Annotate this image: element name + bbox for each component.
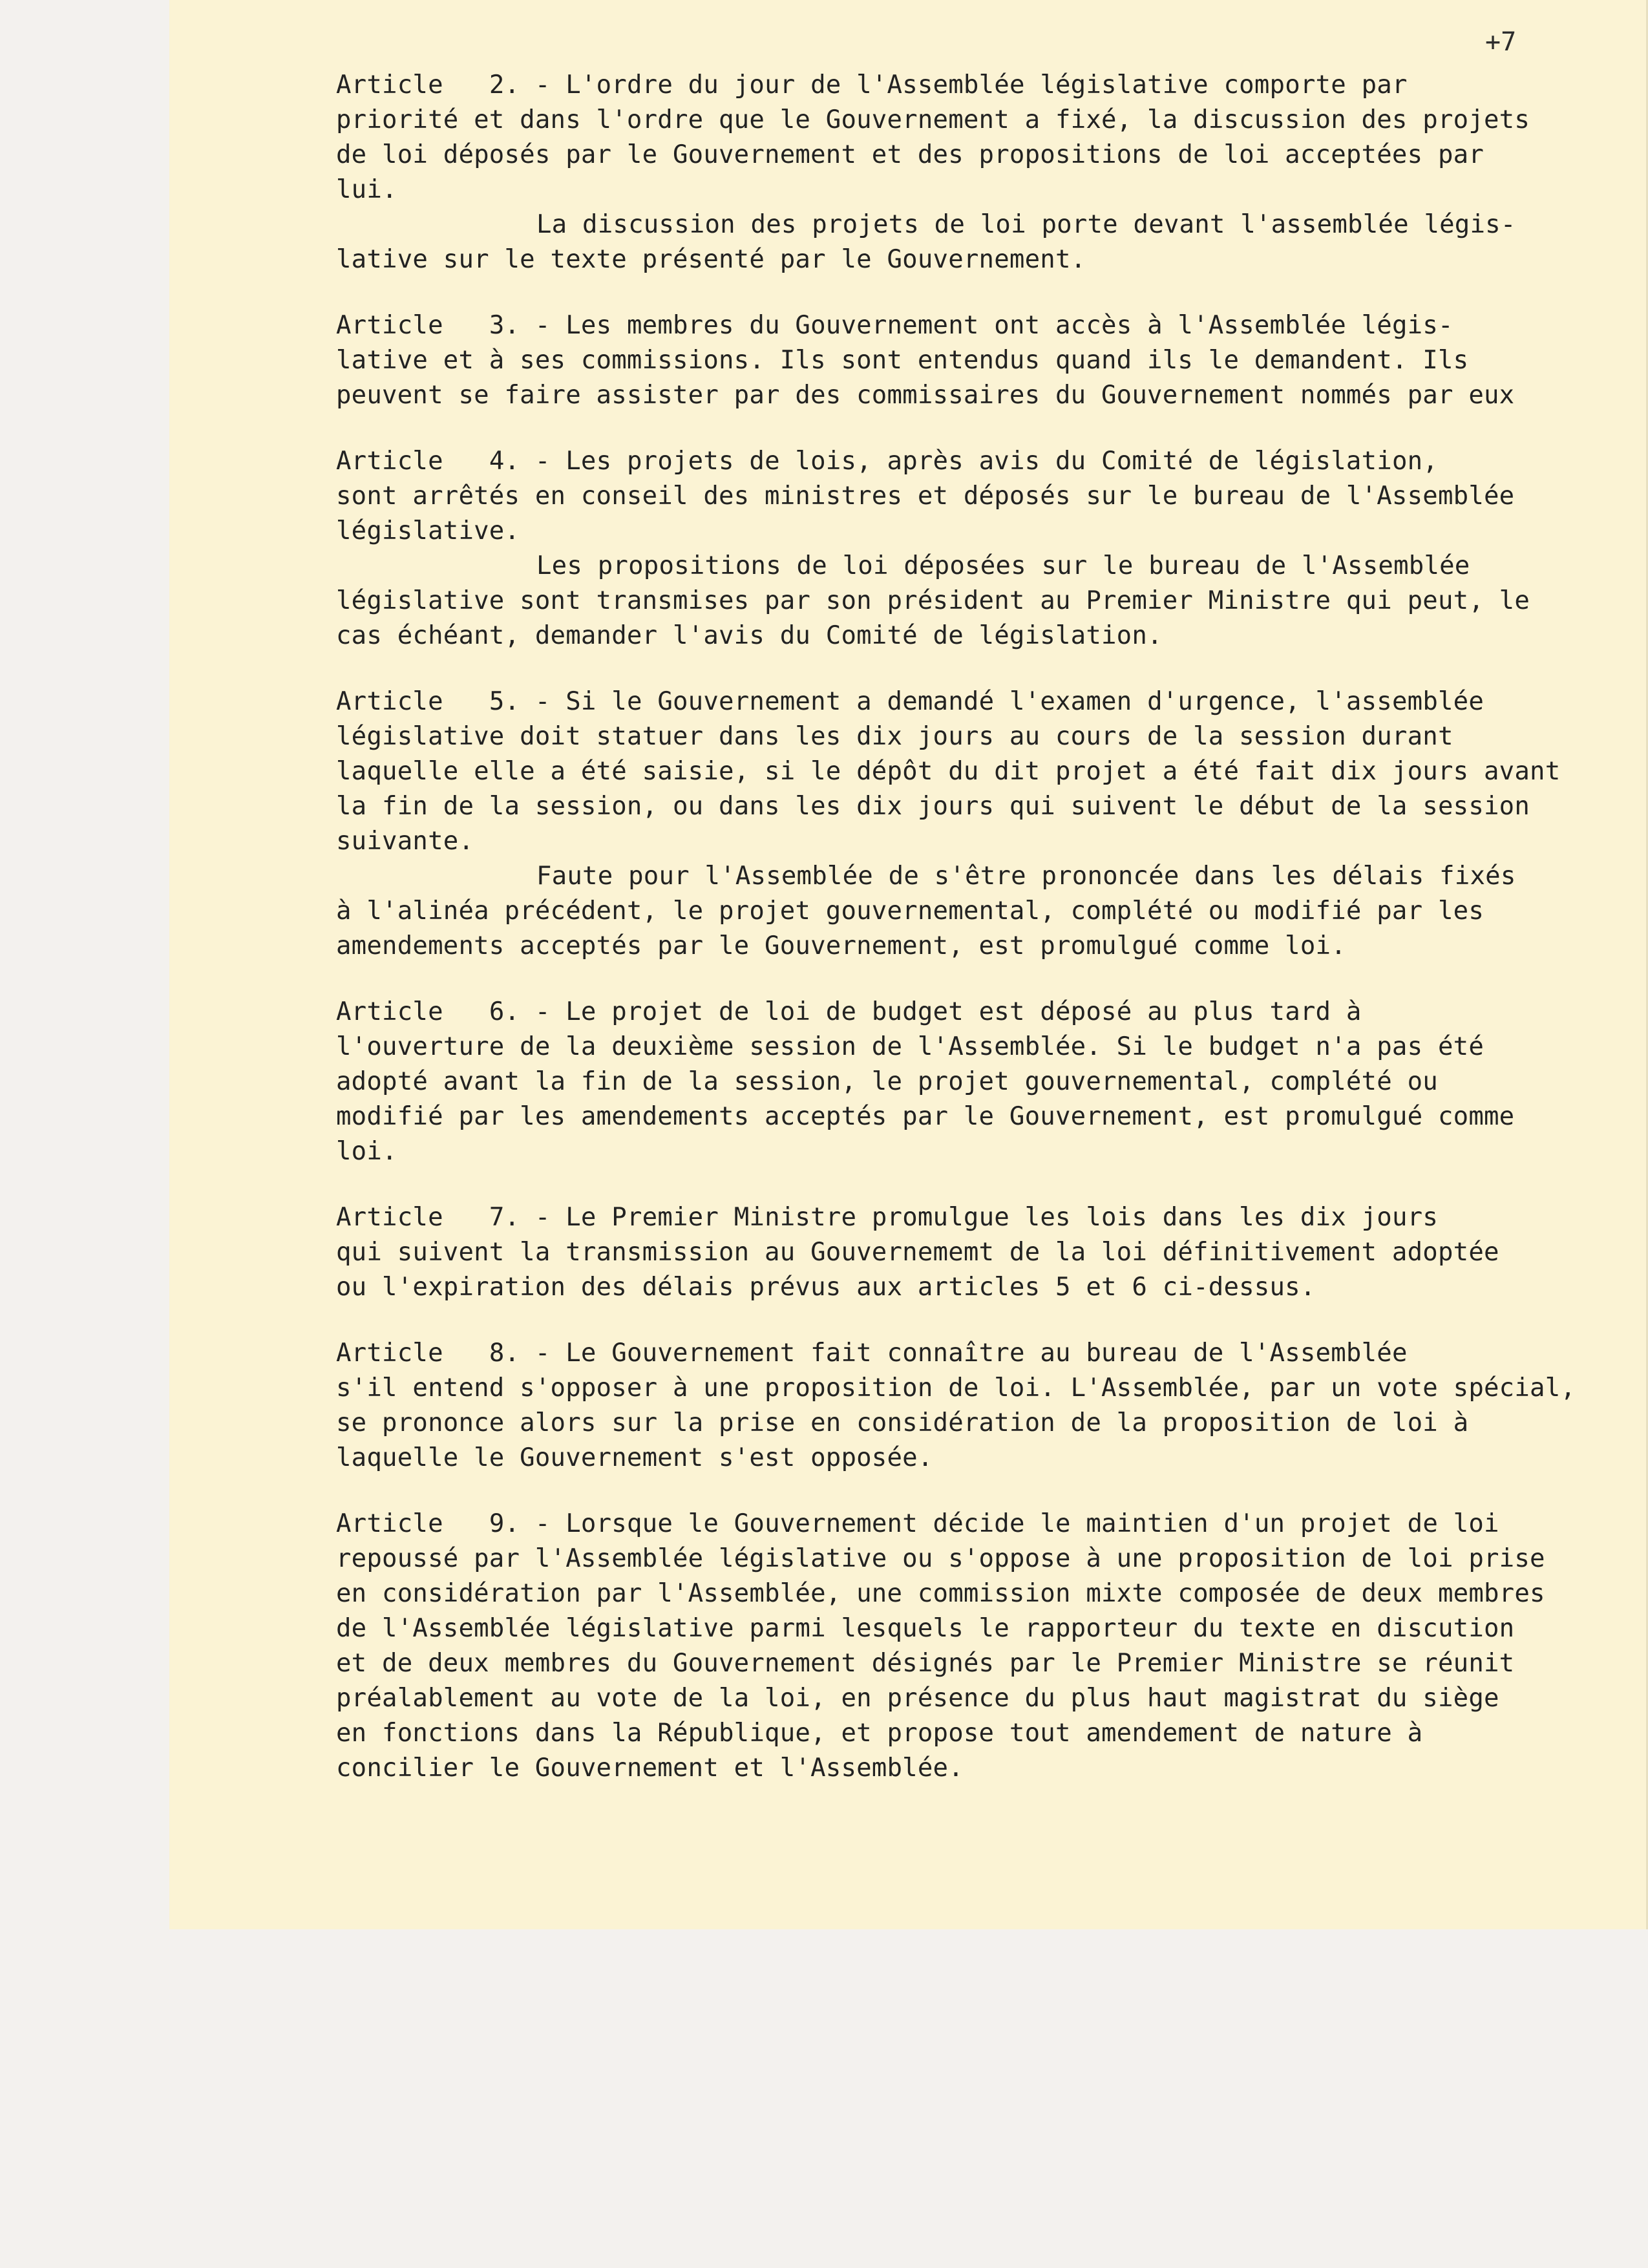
article-5 <box>336 684 1590 964</box>
article-text-line: - Le projet de loi de budget est déposé au plus tard à <box>534 997 1362 1026</box>
article-text-line: législative doit statuer dans les dix jours au cours de la session durant <box>336 722 1453 751</box>
article-text-line: - Lorsque le Gouvernement décide le maintien d'un projet de loi <box>534 1509 1499 1538</box>
article-heading-line <box>336 1200 1590 1235</box>
article-text-line: l'ouverture de la deuxième session de l'Assemblée. Si le budget n'a pas été <box>336 1032 1484 1061</box>
article-text-line: de loi déposés par le Gouvernement et des propositions de loi acceptées par <box>336 140 1484 169</box>
article-text-line: s'il entend s'opposer à une proposition de loi. L'Assemblée, par un vote spécial, <box>336 1373 1576 1403</box>
article-continuation-line: lative sur le texte présenté par le Gouvernement. <box>336 245 1086 274</box>
article-continuation-line: amendements acceptés par le Gouvernement, est promulgué comme loi. <box>336 931 1346 960</box>
article-text-line: adopté avant la fin de la session, le projet gouvernemental, complété ou <box>336 1067 1438 1096</box>
article-number: 3. <box>489 311 520 340</box>
article-text-line: législative. <box>336 516 520 546</box>
article-text-line: qui suivent la transmission au Gouvernememt de la loi définitivement adoptée <box>336 1238 1499 1267</box>
page-number: +7 <box>1485 27 1517 57</box>
article-heading-line <box>336 995 1590 1030</box>
article-number: 5. <box>489 687 520 716</box>
article-9 <box>336 1507 1590 1786</box>
article-text-line: suivante. <box>336 827 474 856</box>
article-number: 6. <box>489 997 520 1026</box>
article-8 <box>336 1336 1590 1476</box>
article-heading-line <box>336 444 1590 479</box>
article-heading-line <box>336 1336 1590 1371</box>
article-text-line: sont arrêtés en conseil des ministres et déposés sur le bureau de l'Assemblée <box>336 482 1515 511</box>
article-text-line: ou l'expiration des délais prévus aux articles 5 et 6 ci-dessus. <box>336 1273 1316 1302</box>
article-text-line: - L'ordre du jour de l'Assemblée législative comporte par <box>534 70 1408 100</box>
article-text-line: lui. <box>336 175 397 204</box>
article-text-line: laquelle le Gouvernement s'est opposée. <box>336 1443 933 1472</box>
article-text-line: peuvent se faire assister par des commissaires du Gouvernement nommés par eux <box>336 381 1515 410</box>
article-7 <box>336 1200 1590 1305</box>
article-heading-line <box>336 684 1590 719</box>
article-continuation-line: La discussion des projets de loi porte devant l'assemblée légis- <box>536 210 1516 239</box>
article-4 <box>336 444 1590 653</box>
article-label: Article <box>336 1339 443 1368</box>
article-heading-line <box>336 68 1590 103</box>
article-heading-line <box>336 308 1590 343</box>
article-continuation-line: Faute pour l'Assemblée de s'être prononcée dans les délais fixés <box>536 862 1516 891</box>
article-text-line: repoussé par l'Assemblée législative ou s'oppose à une proposition de loi prise <box>336 1544 1545 1573</box>
article-number: 2. <box>489 70 520 100</box>
article-continuation-line: législative sont transmises par son président au Premier Ministre qui peut, le <box>336 586 1530 615</box>
article-text-line: - Les projets de lois, après avis du Comité de législation, <box>534 447 1438 476</box>
article-number: 7. <box>489 1203 520 1232</box>
article-label: Article <box>336 70 443 100</box>
article-text-line: - Si le Gouvernement a demandé l'examen d'urgence, l'assemblée <box>534 687 1484 716</box>
article-number: 4. <box>489 447 520 476</box>
article-continuation-line: cas échéant, demander l'avis du Comité de législation. <box>336 621 1163 650</box>
article-text-line: se prononce alors sur la prise en considération de la proposition de loi à <box>336 1408 1469 1437</box>
article-text-line: modifié par les amendements acceptés par le Gouvernement, est promulgué comme <box>336 1102 1515 1131</box>
article-text-line: - Les membres du Gouvernement ont accès à l'Assemblée légis- <box>534 311 1453 340</box>
article-label: Article <box>336 1509 443 1538</box>
article-number: 8. <box>489 1339 520 1368</box>
article-continuation-line: Les propositions de loi déposées sur le bureau de l'Assemblée <box>536 551 1470 580</box>
article-2 <box>336 68 1590 277</box>
article-label: Article <box>336 311 443 340</box>
article-text-line: priorité et dans l'ordre que le Gouvernement a fixé, la discussion des projets <box>336 105 1530 134</box>
article-text-line: - Le Premier Ministre promulgue les lois dans les dix jours <box>534 1203 1438 1232</box>
article-text-line: laquelle elle a été saisie, si le dépôt du dit projet a été fait dix jours avant <box>336 757 1561 786</box>
article-heading-line <box>336 1507 1590 1542</box>
article-text-line: en considération par l'Assemblée, une commission mixte composée de deux membres <box>336 1579 1545 1608</box>
article-text-line: la fin de la session, ou dans les dix jours qui suivent le début de la session <box>336 792 1530 821</box>
article-3 <box>336 308 1590 413</box>
article-text-line: loi. <box>336 1137 397 1166</box>
article-text-line: préalablement au vote de la loi, en présence du plus haut magistrat du siège <box>336 1684 1499 1713</box>
article-number: 9. <box>489 1509 520 1538</box>
article-text-line: lative et à ses commissions. Ils sont entendus quand ils le demandent. Ils <box>336 346 1469 375</box>
article-text-line: en fonctions dans la République, et propose tout amendement de nature à <box>336 1719 1423 1748</box>
article-text-line: concilier le Gouvernement et l'Assemblée. <box>336 1754 964 1783</box>
article-text-line: et de deux membres du Gouvernement désignés par le Premier Ministre se réunit <box>336 1649 1515 1678</box>
article-text-line: - Le Gouvernement fait connaître au bureau de l'Assemblée <box>534 1339 1408 1368</box>
document-body <box>336 68 1590 1817</box>
article-text-line: de l'Assemblée législative parmi lesquels le rapporteur du texte en discution <box>336 1614 1515 1643</box>
article-label: Article <box>336 687 443 716</box>
article-label: Article <box>336 1203 443 1232</box>
article-6 <box>336 995 1590 1169</box>
article-label: Article <box>336 997 443 1026</box>
article-continuation-line: à l'alinéa précédent, le projet gouvernemental, complété ou modifié par les <box>336 896 1484 926</box>
article-label: Article <box>336 447 443 476</box>
